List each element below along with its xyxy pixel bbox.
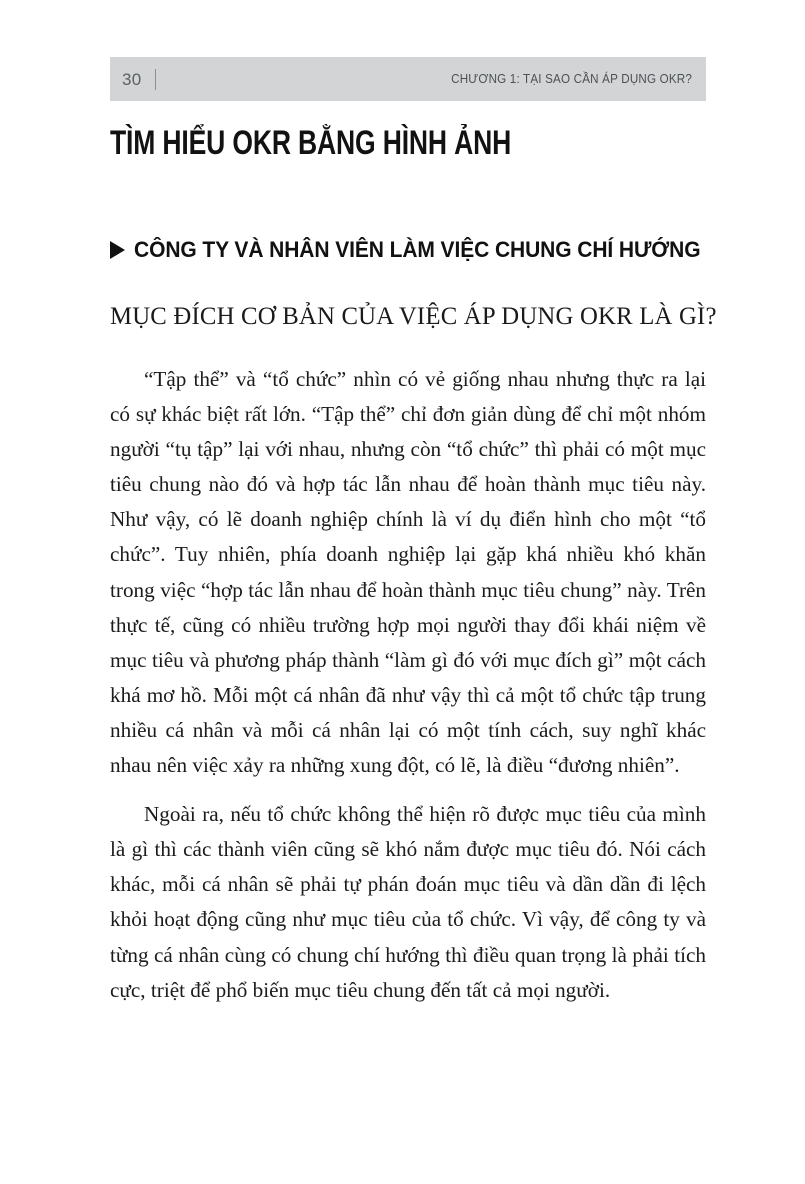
page-number: 30	[122, 69, 142, 89]
triangle-right-icon	[110, 241, 125, 259]
page-title: TÌM HIỂU OKR BẰNG HÌNH ẢNH	[110, 124, 512, 162]
section-heading-label: CÔNG TY VÀ NHÂN VIÊN LÀM VIỆC CHUNG CHÍ HƯỚNG	[134, 237, 701, 262]
body-text-column	[110, 362, 706, 1008]
header-divider	[155, 69, 156, 90]
sub-heading: MỤC ĐÍCH CƠ BẢN CỦA VIỆC ÁP DỤNG OKR LÀ GÌ?	[110, 303, 717, 330]
chapter-label: CHƯƠNG 1: TẠI SAO CẦN ÁP DỤNG OKR?	[451, 72, 692, 86]
body-paragraph: “Tập thể” và “tổ chức” nhìn có vẻ giống nhau nhưng thực ra lại có sự khác biệt rất lớn. “Tập thể” chỉ đơn giản dùng để chỉ một nhóm người “tụ tập” lại với nhau, nhưng còn “tổ chức” thì phải có một mục tiêu chung nào đó và hợp tác lẫn nhau để hoàn thành mục tiêu này. Như vậy, có lẽ doanh nghiệp chính là ví dụ điển hình cho một “tổ chức”. Tuy nhiên, phía doanh nghiệp lại gặp khá nhiều khó khăn trong việc “hợp tác lẫn nhau để hoàn thành mục tiêu chung” này. Trên thực tế, cũng có nhiều trường hợp mọi người thay đổi khái niệm về mục tiêu và phương pháp thành “làm gì đó với mục đích gì” một cách khá mơ hồ. Mỗi một cá nhân đã như vậy thì cả một tổ chức tập trung nhiều cá nhân và mỗi cá nhân lại có một tính cách, suy nghĩ khác nhau nên việc xảy ra những xung đột, có lẽ, là điều “đương nhiên”.	[110, 367, 706, 778]
section-heading	[110, 237, 727, 263]
running-head-band	[110, 57, 706, 101]
body-paragraph: Ngoài ra, nếu tổ chức không thể hiện rõ được mục tiêu của mình là gì thì các thành viên cũng sẽ khó nắm được mục tiêu đó. Nói cách khác, mỗi cá nhân sẽ phải tự phán đoán mục tiêu và dần dần đi lệch khỏi hoạt động cũng như mục tiêu của tổ chức. Vì vậy, để công ty và từng cá nhân cùng có chung chí hướng thì điều quan trọng là phải tích cực, triệt để phổ biến mục tiêu chung đến tất cả mọi người.	[110, 802, 706, 1002]
